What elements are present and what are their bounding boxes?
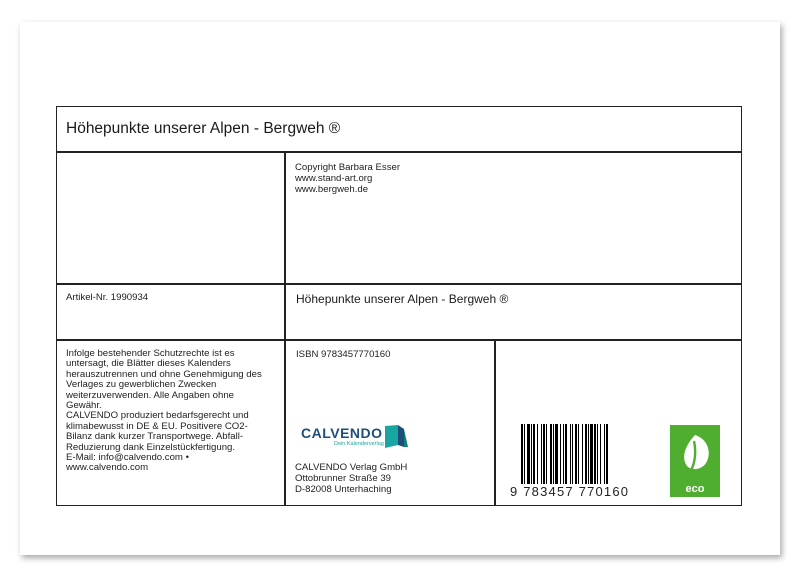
isbn-label: ISBN 9783457770160 — [296, 349, 391, 360]
notice-line: weiterzuverwenden. Alle Angaben ohne — [66, 389, 235, 401]
notice-line: Gewähr. — [66, 400, 102, 412]
barcode-bar — [550, 424, 552, 484]
barcode-bar — [582, 424, 583, 484]
barcode-bar — [594, 424, 596, 484]
calendar-flag-icon — [382, 423, 410, 451]
divider — [56, 283, 742, 285]
website-link: www.stand-art.org — [295, 173, 373, 184]
website-link: www.bergweh.de — [295, 184, 369, 195]
barcode-bar — [533, 424, 535, 484]
barcode-bar — [606, 424, 608, 484]
logo-tagline: Dein Kalenderverlag — [334, 441, 384, 447]
calvendo-logo — [298, 423, 413, 451]
barcode-bar — [527, 424, 530, 484]
barcode-bar — [585, 424, 587, 484]
barcode-bar — [604, 424, 605, 484]
barcode-bar — [590, 424, 593, 484]
barcode-bar — [575, 424, 577, 484]
article-title: Höhepunkte unserer Alpen - Bergweh ® — [296, 292, 509, 306]
divider — [56, 339, 742, 341]
barcode-bar — [588, 424, 589, 484]
barcode-bar — [543, 424, 545, 484]
notice-line: herauszutrennen und ohne Genehmigung des — [66, 368, 262, 380]
barcode-bar — [553, 424, 554, 484]
notice-line: www.calvendo.com — [66, 462, 149, 474]
calendar-title: Höhepunkte unserer Alpen - Bergweh ® — [66, 120, 341, 137]
eco-label: eco — [685, 483, 705, 495]
logo-wordmark: CALVENDO — [301, 425, 383, 441]
notice-line: klimabewusst in DE & EU. Positivere CO2- — [66, 420, 248, 432]
barcode-bar — [563, 424, 564, 484]
barcode-bar — [565, 424, 567, 484]
notice-line: CALVENDO produziert bedarfsgerecht und — [66, 410, 249, 422]
barcode-number: 9 783457 770160 — [510, 484, 630, 499]
divider — [56, 151, 742, 153]
notice-line: Verlages zu gewerblichen Zwecken — [66, 379, 217, 391]
barcode-bar — [531, 424, 532, 484]
barcode-bar — [560, 424, 561, 484]
publisher-street: Ottobrunner Straße 39 — [295, 473, 391, 484]
publisher-name: CALVENDO Verlag GmbH — [295, 462, 408, 473]
leaf-icon — [674, 429, 716, 477]
barcode-bar — [537, 424, 538, 484]
barcode-image — [521, 424, 637, 484]
article-number: Artikel-Nr. 1990934 — [66, 292, 149, 303]
publisher-city: D-82008 Unterhaching — [295, 484, 392, 495]
eco-badge — [670, 425, 720, 497]
notice-line: Infolge bestehender Schutzrechte ist es — [66, 348, 235, 359]
barcode-bar — [597, 424, 598, 484]
barcode-bar — [521, 424, 523, 484]
barcode-bar — [541, 424, 542, 484]
notice-line: untersagt, die Blätter dieses Kalenders — [66, 358, 231, 370]
legal-notice — [66, 349, 288, 474]
barcode-bar — [578, 424, 579, 484]
barcode-bar — [546, 424, 547, 484]
barcode-bar — [555, 424, 558, 484]
notice-line: Bilanz dank kurzer Transportwege. Abfall- — [66, 431, 244, 443]
notice-line: E-Mail: info@calvendo.com • — [66, 452, 189, 464]
barcode-bar — [600, 424, 601, 484]
divider — [494, 339, 496, 506]
barcode-bar — [570, 424, 571, 484]
notice-line: Reduzierung dank Einzelstückfertigung. — [66, 441, 236, 453]
barcode-bar — [524, 424, 525, 484]
copyright-text: Copyright Barbara Esser — [295, 162, 401, 173]
barcode-bar — [572, 424, 573, 484]
